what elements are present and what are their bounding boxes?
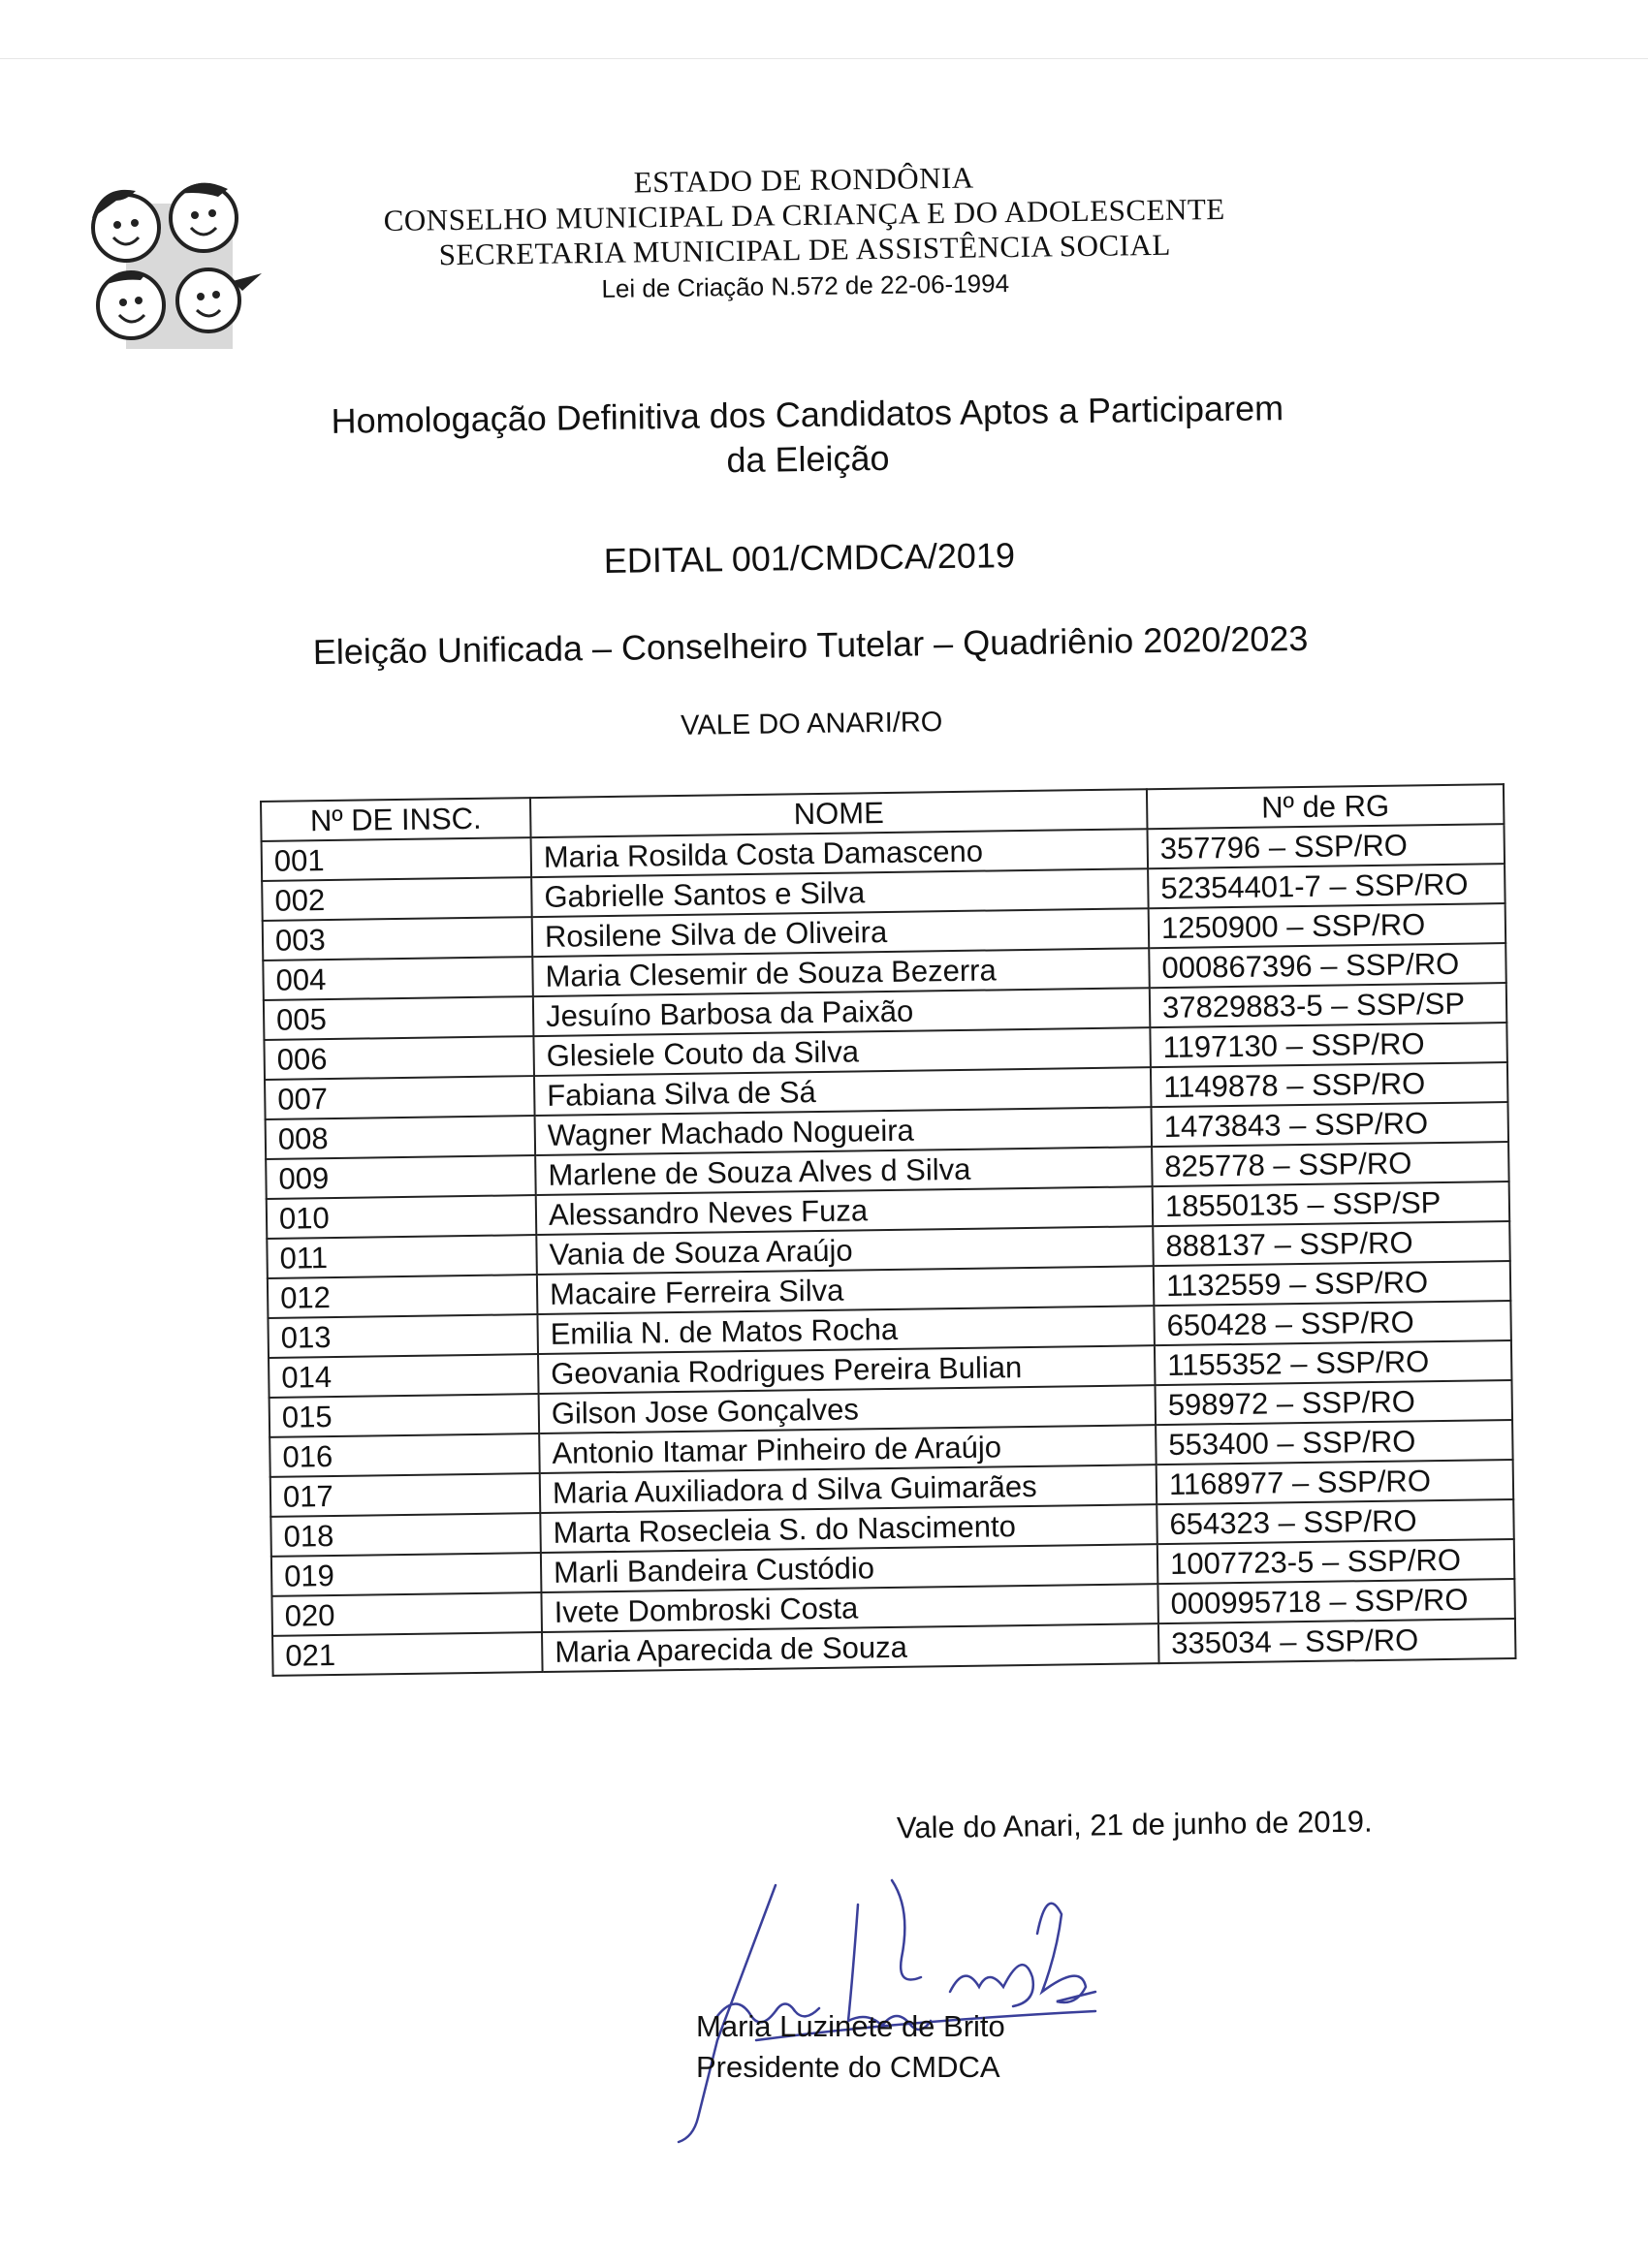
- inscription-number-cell: 001: [262, 837, 532, 881]
- creation-law: Lei de Criação N.572 de 22-06-1994: [601, 268, 1010, 303]
- inscription-number-cell: 016: [269, 1433, 540, 1477]
- document-titles: [192, 384, 1428, 749]
- rg-number-cell: 1132559 – SSP/RO: [1154, 1261, 1511, 1306]
- candidate-name-cell: Gilson Jose Gonçalves: [539, 1385, 1157, 1433]
- inscription-number-cell: 015: [269, 1394, 540, 1437]
- secretariat-name: SECRETARIA MUNICIPAL DE ASSISTÊNCIA SOCIAL: [438, 227, 1172, 272]
- institution-header: [280, 155, 1329, 311]
- rg-number-cell: 335034 – SSP/RO: [1158, 1619, 1516, 1663]
- rg-number-cell: 1473843 – SSP/RO: [1152, 1102, 1509, 1147]
- rg-number-cell: 18550135 – SSP/SP: [1153, 1181, 1510, 1226]
- candidate-name-cell: Glesiele Couto da Silva: [533, 1027, 1151, 1076]
- candidate-name-cell: Marta Rosecleia S. do Nascimento: [540, 1504, 1157, 1553]
- candidate-name-cell: Alessandro Neves Fuza: [536, 1186, 1154, 1235]
- candidate-name-cell: Antonio Itamar Pinheiro de Araújo: [539, 1425, 1157, 1473]
- inscription-number-cell: 002: [262, 877, 532, 921]
- candidate-name-cell: Wagner Machado Nogueira: [535, 1107, 1153, 1155]
- inscription-number-cell: 018: [270, 1513, 541, 1557]
- rg-number-cell: 357796 – SSP/RO: [1147, 824, 1505, 868]
- signer-name: Maria Luzinete de Brito: [696, 2009, 1005, 2043]
- candidate-name-cell: Macaire Ferreira Silva: [537, 1266, 1155, 1314]
- rg-number-cell: 825778 – SSP/RO: [1152, 1142, 1509, 1186]
- candidate-name-cell: Vania de Souza Araújo: [536, 1226, 1154, 1275]
- handwritten-signature: [659, 1846, 1183, 2147]
- inscription-number-cell: 011: [267, 1235, 537, 1278]
- candidate-name-cell: Ivete Dombroski Costa: [541, 1584, 1158, 1632]
- candidate-name-cell: Jesuíno Barbosa da Paixão: [533, 988, 1151, 1036]
- rg-number-cell: 1155352 – SSP/RO: [1155, 1340, 1512, 1385]
- candidate-name-cell: Maria Rosilda Costa Damasceno: [531, 829, 1149, 877]
- inscription-number-cell: 007: [265, 1076, 535, 1119]
- candidate-name-cell: Marlene de Souza Alves d Silva: [535, 1147, 1153, 1195]
- inscription-number-cell: 013: [268, 1314, 538, 1358]
- inscription-number-cell: 019: [271, 1553, 542, 1596]
- scan-edge-line: [0, 58, 1648, 59]
- candidate-name-cell: Maria Auxiliadora d Silva Guimarães: [540, 1465, 1157, 1513]
- rg-number-cell: 52354401-7 – SSP/RO: [1148, 864, 1505, 908]
- children-faces-logo: [82, 174, 276, 354]
- inscription-number-cell: 012: [268, 1275, 538, 1318]
- rg-number-cell: 1149878 – SSP/RO: [1151, 1062, 1508, 1107]
- rg-number-cell: 650428 – SSP/RO: [1154, 1301, 1511, 1345]
- rg-number-cell: 37829883-5 – SSP/SP: [1150, 983, 1507, 1027]
- municipality: VALE DO ANARI/RO: [680, 707, 943, 741]
- inscription-number-cell: 014: [269, 1354, 539, 1398]
- homologation-title-line1: Homologação Definitiva dos Candidatos Aptos a Participarem: [331, 388, 1284, 441]
- rg-number-cell: 654323 – SSP/RO: [1157, 1499, 1514, 1544]
- council-name: CONSELHO MUNICIPAL DA CRIANÇA E DO ADOLESCENTE: [383, 191, 1225, 238]
- inscription-number-cell: 006: [264, 1036, 534, 1080]
- inscription-number-cell: 003: [263, 917, 533, 961]
- candidate-name-cell: Rosilene Silva de Oliveira: [532, 908, 1150, 957]
- table-body: [262, 824, 1516, 1676]
- rg-number-cell: 598972 – SSP/RO: [1156, 1380, 1513, 1425]
- edital-number: EDITAL 001/CMDCA/2019: [603, 535, 1016, 581]
- rg-number-cell: 888137 – SSP/RO: [1153, 1221, 1510, 1266]
- header-name: NOME: [530, 789, 1148, 837]
- header-rg-number: Nº de RG: [1147, 784, 1505, 829]
- rg-number-cell: 1197130 – SSP/RO: [1150, 1023, 1507, 1067]
- inscription-number-cell: 021: [272, 1632, 543, 1676]
- rg-number-cell: 1007723-5 – SSP/RO: [1157, 1539, 1515, 1584]
- inscription-number-cell: 010: [267, 1195, 537, 1239]
- candidates-table-wrapper: [260, 783, 1514, 1677]
- signer-title: Presidente do CMDCA: [696, 2050, 1000, 2084]
- candidate-name-cell: Maria Aparecida de Souza: [542, 1623, 1159, 1672]
- signer-block: [696, 2006, 1005, 2088]
- inscription-number-cell: 009: [266, 1155, 536, 1199]
- inscription-number-cell: 004: [263, 957, 533, 1000]
- inscription-number-cell: 005: [264, 996, 534, 1040]
- rg-number-cell: 000995718 – SSP/RO: [1157, 1579, 1515, 1623]
- candidate-name-cell: Maria Clesemir de Souza Bezerra: [532, 948, 1150, 996]
- election-title: Eleição Unificada – Conselheiro Tutelar – Quadriênio 2020/2023: [312, 617, 1309, 673]
- candidate-name-cell: Fabiana Silva de Sá: [534, 1067, 1152, 1116]
- place-and-date: Vale do Anari, 21 de junho de 2019.: [896, 1804, 1373, 1845]
- header-inscription-number: Nº DE INSC.: [261, 798, 531, 841]
- rg-number-cell: 1250900 – SSP/RO: [1149, 903, 1506, 948]
- candidates-table: [260, 783, 1516, 1677]
- candidate-name-cell: Gabrielle Santos e Silva: [531, 868, 1149, 917]
- inscription-number-cell: 008: [266, 1116, 536, 1159]
- rg-number-cell: 000867396 – SSP/RO: [1149, 943, 1506, 988]
- candidate-name-cell: Marli Bandeira Custódio: [541, 1544, 1158, 1592]
- inscription-number-cell: 017: [270, 1473, 541, 1517]
- rg-number-cell: 553400 – SSP/RO: [1156, 1420, 1513, 1465]
- rg-number-cell: 1168977 – SSP/RO: [1157, 1460, 1514, 1504]
- homologation-title-line2: da Eleição: [726, 437, 890, 481]
- candidate-name-cell: Emilia N. de Matos Rocha: [537, 1306, 1155, 1354]
- state-name: ESTADO DE RONDÔNIA: [633, 160, 974, 200]
- candidate-name-cell: Geovania Rodrigues Pereira Bulian: [538, 1345, 1156, 1394]
- inscription-number-cell: 020: [271, 1592, 542, 1636]
